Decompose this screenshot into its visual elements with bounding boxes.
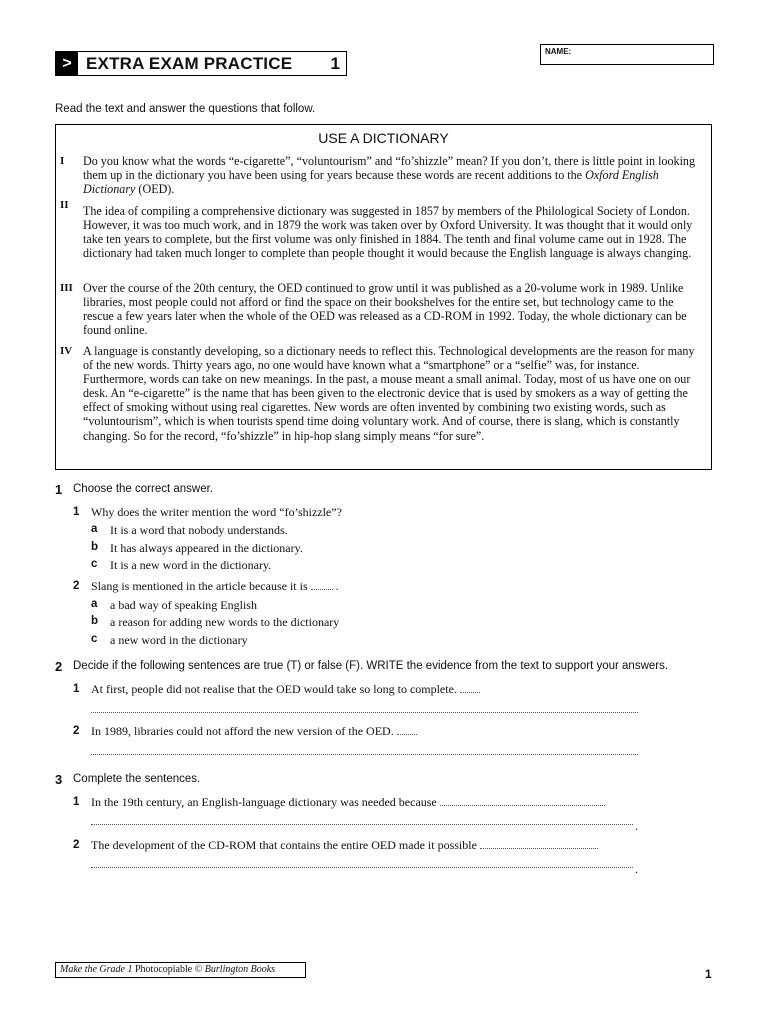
chevron-right-icon: > bbox=[56, 52, 78, 75]
option-letter[interactable]: a bbox=[91, 523, 98, 535]
publisher-name: Burlington Books bbox=[204, 964, 276, 975]
option-letter[interactable]: c bbox=[91, 558, 98, 570]
true-false-blank[interactable] bbox=[397, 726, 417, 735]
section-instruction: Complete the sentences. bbox=[73, 773, 201, 785]
option-letter[interactable]: a bbox=[91, 598, 98, 610]
paragraph-3: Over the course of the 20th century, the OED continued to grow until it was published as a 20-volume work in 1989. Unlike libraries, most people could not afford or find the space on their bookshelves for the entire set, but technology came to the rescue a few years later when the whole of the OED was released as a CD-ROM in 1992. Today, the whole dictionary can be found online. bbox=[83, 281, 687, 338]
paragraph-1: Do you know what the words “e-cigarette”, “voluntourism” and “fo’shizzle” mean? If you don’t, there is little point in looking them up in the dictionary you have been using for years because these words are recent additions to the Oxford English Dictionary (OED). bbox=[83, 154, 696, 197]
page-title: EXTRA EXAM PRACTICE bbox=[86, 53, 293, 73]
answer-blank[interactable] bbox=[311, 581, 333, 590]
answer-line[interactable] bbox=[91, 824, 633, 825]
unit-number: 1 bbox=[330, 53, 340, 73]
question-number: 1 bbox=[73, 506, 80, 518]
paragraph-numeral: IV bbox=[60, 345, 73, 357]
question-number: 2 bbox=[73, 839, 80, 851]
section-instruction: Decide if the following sentences are true (T) or false (F). WRITE the evidence from the text to support your answers. bbox=[73, 660, 669, 672]
page-number: 1 bbox=[705, 967, 712, 981]
true-false-blank[interactable] bbox=[460, 684, 480, 693]
answer-blank[interactable] bbox=[440, 797, 605, 806]
paragraph-2: The idea of compiling a comprehensive dictionary was suggested in 1857 by members of the Philological Society of London. However, it was too much work, and in 1879 the work was taken over by Oxford University. It was thought that it would only take ten years to complete, but the first volume was only finished in 1884. The tenth and final volume came out in 1928. The dictionary had taken much longer to complete than people thought it would because the English language is always changing. bbox=[83, 204, 693, 261]
section-number: 3 bbox=[55, 772, 63, 787]
question-text: In 1989, libraries could not afford the new version of the OED. bbox=[91, 724, 417, 739]
question-text: In the 19th century, an English-language dictionary was needed because bbox=[91, 795, 639, 810]
answer-line[interactable] bbox=[91, 754, 638, 755]
answer-line[interactable] bbox=[91, 867, 633, 868]
dictionary-name: Oxford English Dictionary bbox=[83, 168, 659, 197]
question-number: 2 bbox=[73, 580, 80, 592]
question-text: Slang is mentioned in the article because it is . bbox=[91, 579, 339, 593]
answer-blank[interactable] bbox=[480, 840, 598, 849]
name-field[interactable] bbox=[540, 44, 714, 65]
option-text[interactable]: a bad way of speaking English bbox=[110, 598, 257, 612]
option-text[interactable]: a new word in the dictionary bbox=[110, 633, 248, 647]
option-letter[interactable]: c bbox=[91, 633, 98, 645]
name-label: NAME: bbox=[545, 47, 572, 56]
option-letter[interactable]: b bbox=[91, 541, 99, 553]
reading-box bbox=[55, 124, 712, 470]
question-number: 1 bbox=[73, 683, 80, 695]
paragraph-4: A language is constantly developing, so a dictionary needs to reflect this. Technological developments are the reason for many of the new words. Thirty years ago, no one would have known what a “smartphone” or a “selfie” was, for instance. Furthermore, words can take on new meanings. In the past, a mouse meant a small animal. Today, most of us have one on our desk. An “e-cigarette” is the name that has been given to the electronic device that is used by smokers as a way of getting the effect of smoking without using real cigarettes. New words are often invented by combining two existing words, such as “voluntourism”, which is when tourists spend time doing voluntary work. And of course, there is slang, which is constantly changing. So for the record, “fo’shizzle” in hip-hop slang simply means “for sure”. bbox=[83, 344, 695, 443]
question-text: At first, people did not realise that the OED would take so long to complete. bbox=[91, 682, 480, 697]
header-banner bbox=[55, 51, 347, 76]
question-number: 2 bbox=[73, 725, 80, 737]
reading-title: USE A DICTIONARY bbox=[318, 130, 449, 146]
section-instruction: Choose the correct answer. bbox=[73, 483, 213, 495]
option-letter[interactable]: b bbox=[91, 615, 99, 627]
paragraph-numeral: II bbox=[60, 199, 69, 211]
instruction-text: Read the text and answer the questions that follow. bbox=[55, 103, 316, 115]
section-number: 2 bbox=[55, 659, 63, 674]
question-text: The development of the CD-ROM that contains the entire OED made it possible bbox=[91, 838, 639, 853]
answer-line[interactable] bbox=[91, 712, 638, 713]
option-text[interactable]: It is a new word in the dictionary. bbox=[110, 558, 272, 572]
option-text[interactable]: It has always appeared in the dictionary. bbox=[110, 541, 303, 555]
option-text[interactable]: a reason for adding new words to the dictionary bbox=[110, 615, 340, 629]
footer-credit: Make the Grade 1 Photocopiable © Burlington Books bbox=[55, 962, 306, 978]
question-number: 1 bbox=[73, 796, 80, 808]
paragraph-numeral: III bbox=[60, 282, 73, 294]
paragraph-numeral: I bbox=[60, 155, 65, 167]
question-text: Why does the writer mention the word “fo’shizzle”? bbox=[91, 505, 342, 519]
option-text[interactable]: It is a word that nobody understands. bbox=[110, 523, 288, 537]
section-number: 1 bbox=[55, 482, 63, 497]
